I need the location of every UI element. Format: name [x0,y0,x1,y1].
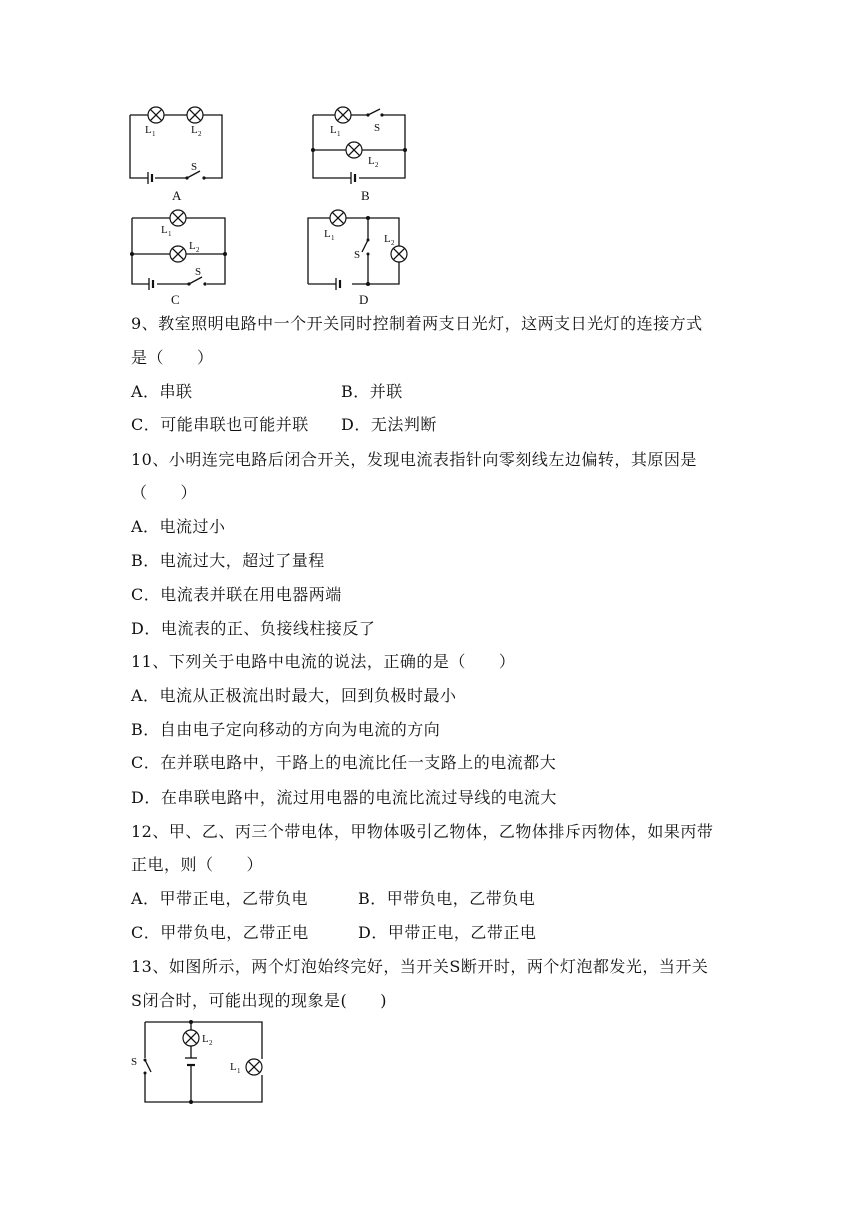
q9-option-c: C．可能串联也可能并联 [131,415,309,434]
q13-stem-line1: 13、如图所示，两个灯泡始终完好，当开关S断开时，两个灯泡都发光，当开关 [131,957,709,976]
svg-text:2: 2 [209,1039,213,1047]
label-l1: L [330,124,337,136]
label-l2: L [368,155,375,167]
label-l2: L [191,124,198,136]
svg-text:2: 2 [391,239,395,247]
q11-option-d: D．在串联电路中，流过用电器的电流比流过导线的电流大 [131,788,557,807]
label-s: S [131,1056,138,1068]
q10-option-a: A．电流过小 [131,517,226,536]
svg-text:1: 1 [237,1067,241,1075]
label-l1: L [161,224,168,236]
label-s: S [374,122,381,134]
q10-stem-line1: 10、小明连完电路后闭合开关，发现电流表指针向零刻线左边偏转，其原因是 [131,450,697,469]
q11-option-c: C．在并联电路中，干路上的电流比任一支路上的电流都大 [131,753,557,772]
svg-text:1: 1 [168,230,172,238]
q9-option-b: B．并联 [341,382,403,401]
label-l1: L [145,124,152,136]
q9-option-d: D．无法判断 [341,415,437,434]
svg-text:2: 2 [198,130,202,138]
q10-option-b: B．电流过大，超过了量程 [131,551,325,570]
circuit-diagram-d [302,206,412,311]
figure-label-b: B [361,188,370,203]
q12-stem-line2: 正电，则（ ） [131,855,264,874]
q11-stem: 11、下列关于电路中电流的说法，正确的是（ ） [131,652,516,671]
q9-stem-line2: 是（ ） [131,348,214,367]
q10-option-d: D．电流表的正、负接线柱接反了 [131,619,376,638]
svg-text:2: 2 [375,161,379,169]
q10-option-c: C．电流表并联在用电器两端 [131,585,342,604]
label-s: S [195,266,202,278]
label-l2: L [384,233,391,245]
q12-option-a: A．甲带正电，乙带负电 [131,889,309,908]
svg-text:1: 1 [152,130,156,138]
label-l2: L [202,1033,209,1045]
q9-stem-line1: 9、教室照明电路中一个开关同时控制着两支日光灯，这两支日光灯的连接方式 [131,314,703,333]
q11-option-a: A．电流从正极流出时最大，回到负极时最小 [131,686,457,705]
q12-option-d: D．甲带正电，乙带正电 [358,923,537,942]
q12-stem-line1: 12、甲、乙、丙三个带电体，甲物体吸引乙物体，乙物体排斥丙物体，如果丙带 [131,822,714,841]
q13-stem-line2: S闭合时，可能出现的现象是( ) [131,991,387,1010]
label-l1: L [230,1061,237,1073]
circuit-diagram-b [308,100,418,205]
label-s: S [191,161,198,173]
label-l1: L [324,228,331,240]
svg-text:2: 2 [196,246,200,254]
figure-label-a: A [172,188,182,203]
label-l2: L [189,240,196,252]
figure-label-c: C [171,292,180,307]
q11-option-b: B．自由电子定向移动的方向为电流的方向 [131,720,441,739]
svg-text:1: 1 [331,234,335,242]
label-s: S [354,249,361,261]
q12-option-c: C．甲带负电，乙带正电 [131,923,309,942]
svg-text:1: 1 [337,130,341,138]
q12-option-b: B．甲带负电，乙带负电 [358,889,536,908]
q10-stem-line2: （ ） [131,483,198,502]
figure-label-d: D [359,292,369,307]
circuit-diagram-a [125,100,235,205]
circuit-diagram-q13 [125,1015,275,1110]
circuit-diagram-c [125,206,235,311]
q9-option-a: A．串联 [131,382,193,401]
